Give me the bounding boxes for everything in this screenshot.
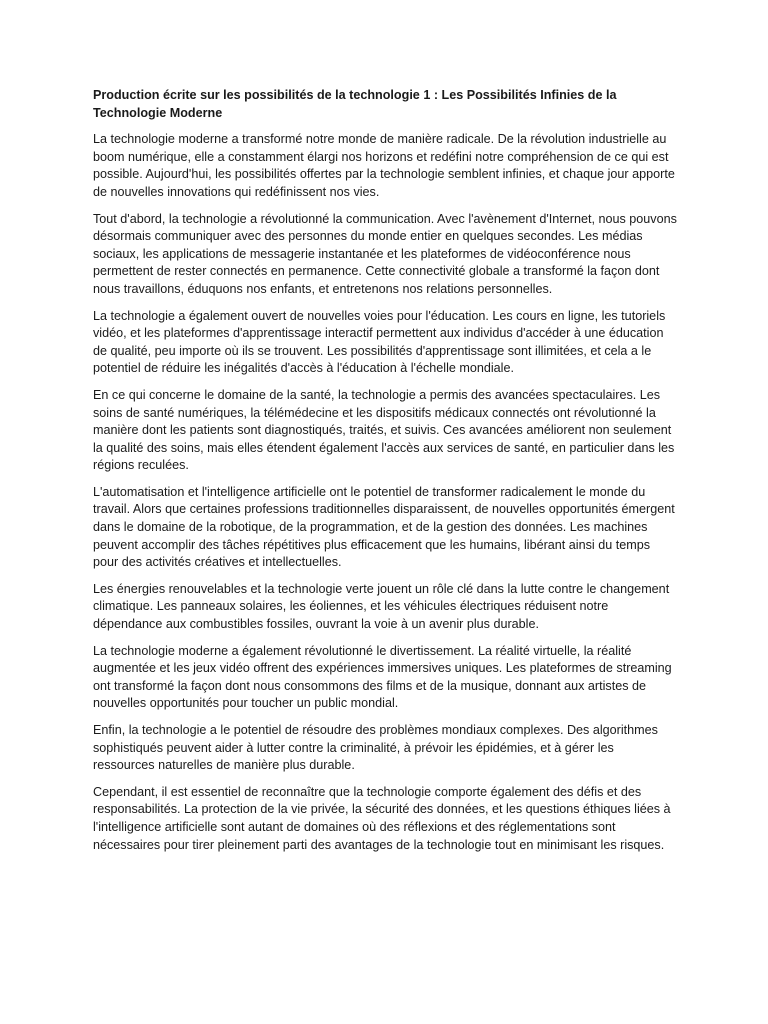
paragraph-2: Tout d'abord, la technologie a révolutionné la communication. Avec l'avènement d'Internet, nous pouvons désormais communiquer avec des personnes du monde entier en quelques secondes. Les médias sociaux, les applications de messagerie instantanée et les plateformes de vidéoconférence nous permettent de rester connectés en permanence. Cette connectivité globale a transformé la façon dont nous travaillons, éduquons nos enfants, et entretenons nos relations personnelles. (93, 211, 677, 296)
paragraph-9: Cependant, il est essentiel de reconnaître que la technologie comporte également des défis et des responsabilités. La protection de la vie privée, la sécurité des données, et les questions éthiques liées à l'intelligence artificielle sont autant de domaines où des réflexions et des réglementations sont nécessaires pour tirer pleinement parti des avantages de la technologie tout en minimisant les risques. (93, 784, 671, 852)
paragraph-6: Les énergies renouvelables et la technologie verte jouent un rôle clé dans la lutte contre le changement climatique. Les panneaux solaires, les éoliennes, et les véhicules électriques réduisent notre dépendance aux combustibles fossiles, ouvrant la voie à un avenir plus durable. (93, 581, 670, 632)
paragraph-4: En ce qui concerne le domaine de la santé, la technologie a permis des avancées spectaculaires. Les soins de santé numériques, la télémédecine et les dispositifs médicaux connectés ont révolutionné la manière dont les patients sont diagnostiqués, traités, et suivis. Ces avancées améliorent non seulement la qualité des soins, mais elles étendent également l'accès aux services de santé, en particulier dans les régions reculées. (93, 387, 675, 473)
document-title: Production écrite sur les possibilités de la technologie 1 : Les Possibilités Infinies de la Technologie Moderne (93, 88, 617, 120)
document-page (93, 87, 677, 863)
paragraph-5: L'automatisation et l'intelligence artificielle ont le potentiel de transformer radicalement le monde du travail. Alors que certaines professions traditionnelles disparaissent, de nouvelles opportunités émergent dans le domaine de la robotique, de la programmation, et de la gestion des données. Les machines peuvent accomplir des tâches répétitives plus efficacement que les humains, libérant ainsi du temps pour des activités créatives et intellectuelles. (93, 484, 675, 570)
paragraph-3: La technologie a également ouvert de nouvelles voies pour l'éducation. Les cours en ligne, les tutoriels vidéo, et les plateformes d'apprentissage interactif permettent aux individus d'accéder à une éducation de qualité, peu importe où ils se trouvent. Les possibilités d'apprentissage sont illimitées, et cela a le potentiel de réduire les inégalités d'accès à l'éducation à l'échelle mondiale. (93, 308, 666, 376)
paragraph-7: La technologie moderne a également révolutionné le divertissement. La réalité virtuelle, la réalité augmentée et les jeux vidéo offrent des expériences immersives uniques. Les plateformes de streaming ont transformé la façon dont nous consommons des films et de la musique, donnant aux artistes de nouvelles opportunités pour toucher un public mondial. (93, 643, 672, 711)
paragraph-8: Enfin, la technologie a le potentiel de résoudre des problèmes mondiaux complexes. Des algorithmes sophistiqués peuvent aider à lutter contre la criminalité, à prévoir les épidémies, et à gérer les ressources naturelles de manière plus durable. (93, 723, 658, 773)
paragraph-1: La technologie moderne a transformé notre monde de manière radicale. De la révolution industrielle au boom numérique, elle a constamment élargi nos horizons et redéfini notre compréhension de ce qui est possible. Aujourd'hui, les possibilités offertes par la technologie semblent infinies, et chaque jour apporte de nouvelles innovations qui redéfinissent nos vies. (93, 132, 675, 199)
